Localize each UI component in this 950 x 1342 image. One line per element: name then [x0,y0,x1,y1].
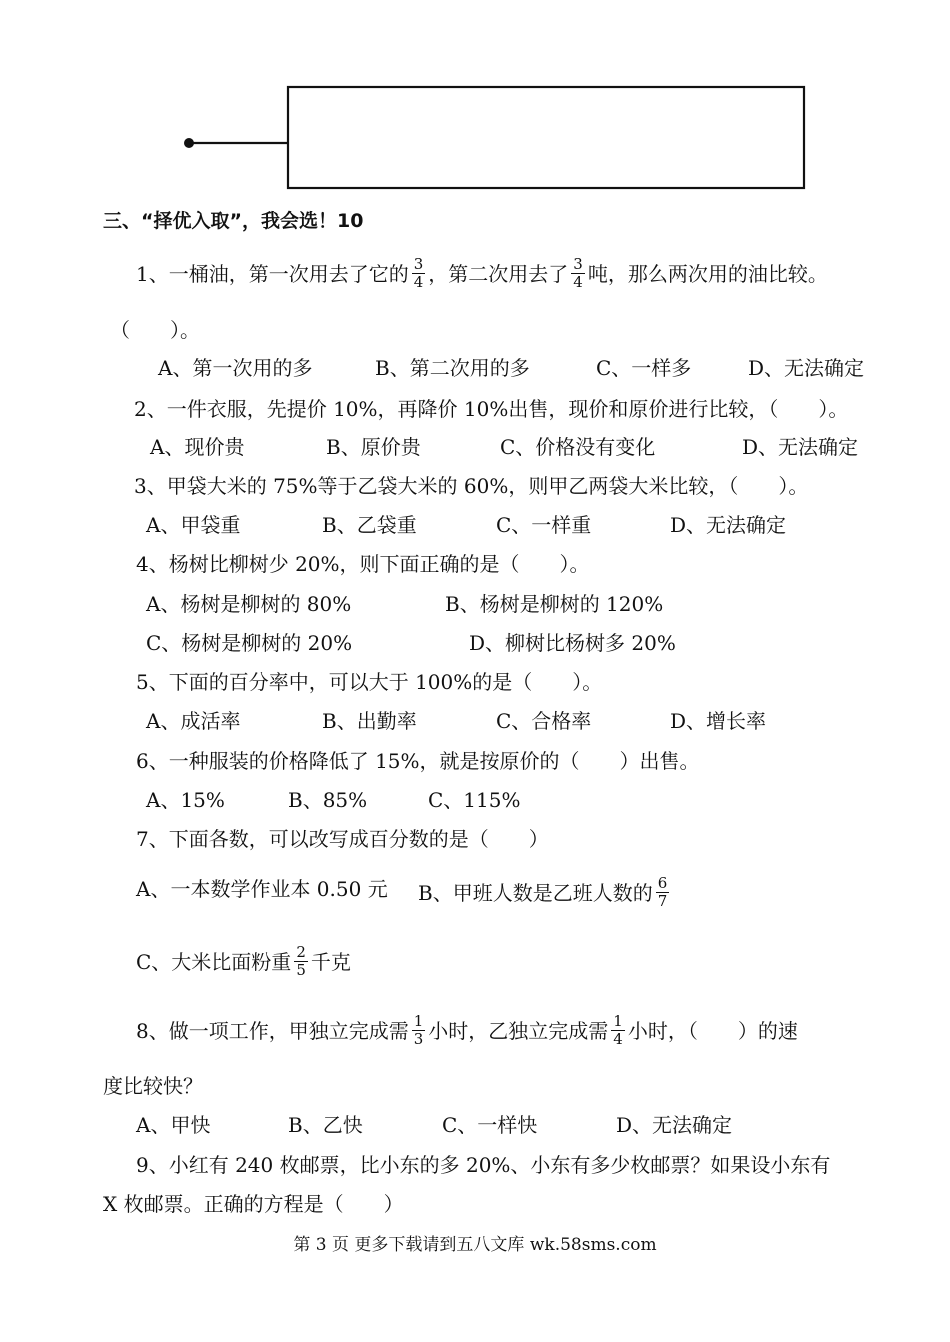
q1-option-d: D、无法确定 [748,356,865,380]
fraction: $\frac{2}{5}$ [296,943,306,979]
q8-text-pre: 8、做一项工作，甲独立完成需 [136,1019,409,1043]
q5-option-a: A、成活率 [146,709,241,733]
question-2: 2、一件衣服，先提价 10%，再降价 10%出售，现价和原价进行比较，（ ）。 [134,397,849,421]
q6-option-b: B、85% [288,788,368,812]
q1-option-b: B、第二次用的多 [375,356,530,380]
section-title: 三、“择优入取”，我会选！10 [103,210,364,232]
q4-option-c: C、杨树是柳树的 20% [146,631,353,655]
q8-option-b: B、乙快 [288,1113,363,1137]
q5-option-c: C、合格率 [496,709,592,733]
page-footer: 第 3 页 更多下载请到五八文库 wk.58sms.com [293,1235,657,1255]
fraction: $\frac{3}{4}$ [413,255,424,291]
top-diagram [0,0,950,200]
question-4: 4、杨树比柳树少 20%，则下面正确的是（ ）。 [136,552,590,576]
answer-box [288,87,804,188]
q2-option-c: C、价格没有变化 [500,435,656,459]
q7-option-c-text-post: 千克 [310,950,351,974]
question-9-line-2: X 枚邮票。正确的方程是（ ） [103,1192,404,1216]
q2-option-a: A、现价贵 [150,435,245,459]
q1-option-c: C、一样多 [596,356,692,380]
fraction: $\frac{6}{7}$ [657,874,668,910]
q5-option-b: B、出勤率 [322,709,417,733]
q8-text-mid: 小时，乙独立完成需 [428,1019,609,1043]
q2-option-d: D、无法确定 [742,435,859,459]
q4-option-d: D、柳树比杨树多 20% [469,631,676,655]
q6-option-a: A、15% [146,788,225,812]
q1-text-mid: ，第二次用去了 [428,262,569,286]
q1-text-post: 吨，那么两次用的油比较。 [587,262,828,286]
question-5: 5、下面的百分率中，可以大于 100%的是（ ）。 [136,670,603,694]
q4-option-b: B、杨树是柳树的 120% [445,592,664,616]
q7-option-c [136,943,351,981]
q8-option-c: C、一样快 [442,1113,538,1137]
fraction: $\frac{3}{4}$ [573,255,583,291]
q1-answer-paren: （ ）。 [110,318,200,342]
q7-option-b-text: B、甲班人数是乙班人数的 [418,881,653,905]
q8-option-a: A、甲快 [136,1113,211,1137]
q8-option-d: D、无法确定 [616,1113,733,1137]
q5-option-d: D、增长率 [670,709,767,733]
question-1 [136,255,828,293]
q3-option-b: B、乙袋重 [322,513,417,537]
question-6: 6、一种服装的价格降低了 15%，就是按原价的（ ）出售。 [136,749,700,773]
fraction: $\frac{1}{3}$ [413,1012,424,1048]
q1-text-pre: 1、一桶油，第一次用去了它的 [136,262,409,286]
q7-option-a: A、一本数学作业本 0.50 元 [136,877,388,901]
q6-option-c: C、115% [428,788,521,812]
question-9-line-1: 9、小红有 240 枚邮票，比小东的多 20%、小东有多少枚邮票？如果设小东有 [136,1153,831,1177]
fraction: $\frac{1}{4}$ [613,1012,623,1048]
q7-option-b [418,874,672,912]
q3-option-c: C、一样重 [496,513,592,537]
q3-option-d: D、无法确定 [670,513,787,537]
question-8 [136,1012,798,1050]
q7-option-c-text-pre: C、大米比面粉重 [136,950,292,974]
q8-text-post: 小时，（ ）的速 [627,1019,798,1043]
q1-option-a: A、第一次用的多 [158,356,313,380]
q4-option-a: A、杨树是柳树的 80% [146,592,352,616]
q8-continuation: 度比较快？ [103,1074,203,1098]
q3-option-a: A、甲袋重 [146,513,241,537]
question-3: 3、甲袋大米的 75%等于乙袋大米的 60%，则甲乙两袋大米比较，（ ）。 [134,474,809,498]
q2-option-b: B、原价贵 [326,435,421,459]
question-7: 7、下面各数，可以改写成百分数的是（ ） [136,827,549,851]
